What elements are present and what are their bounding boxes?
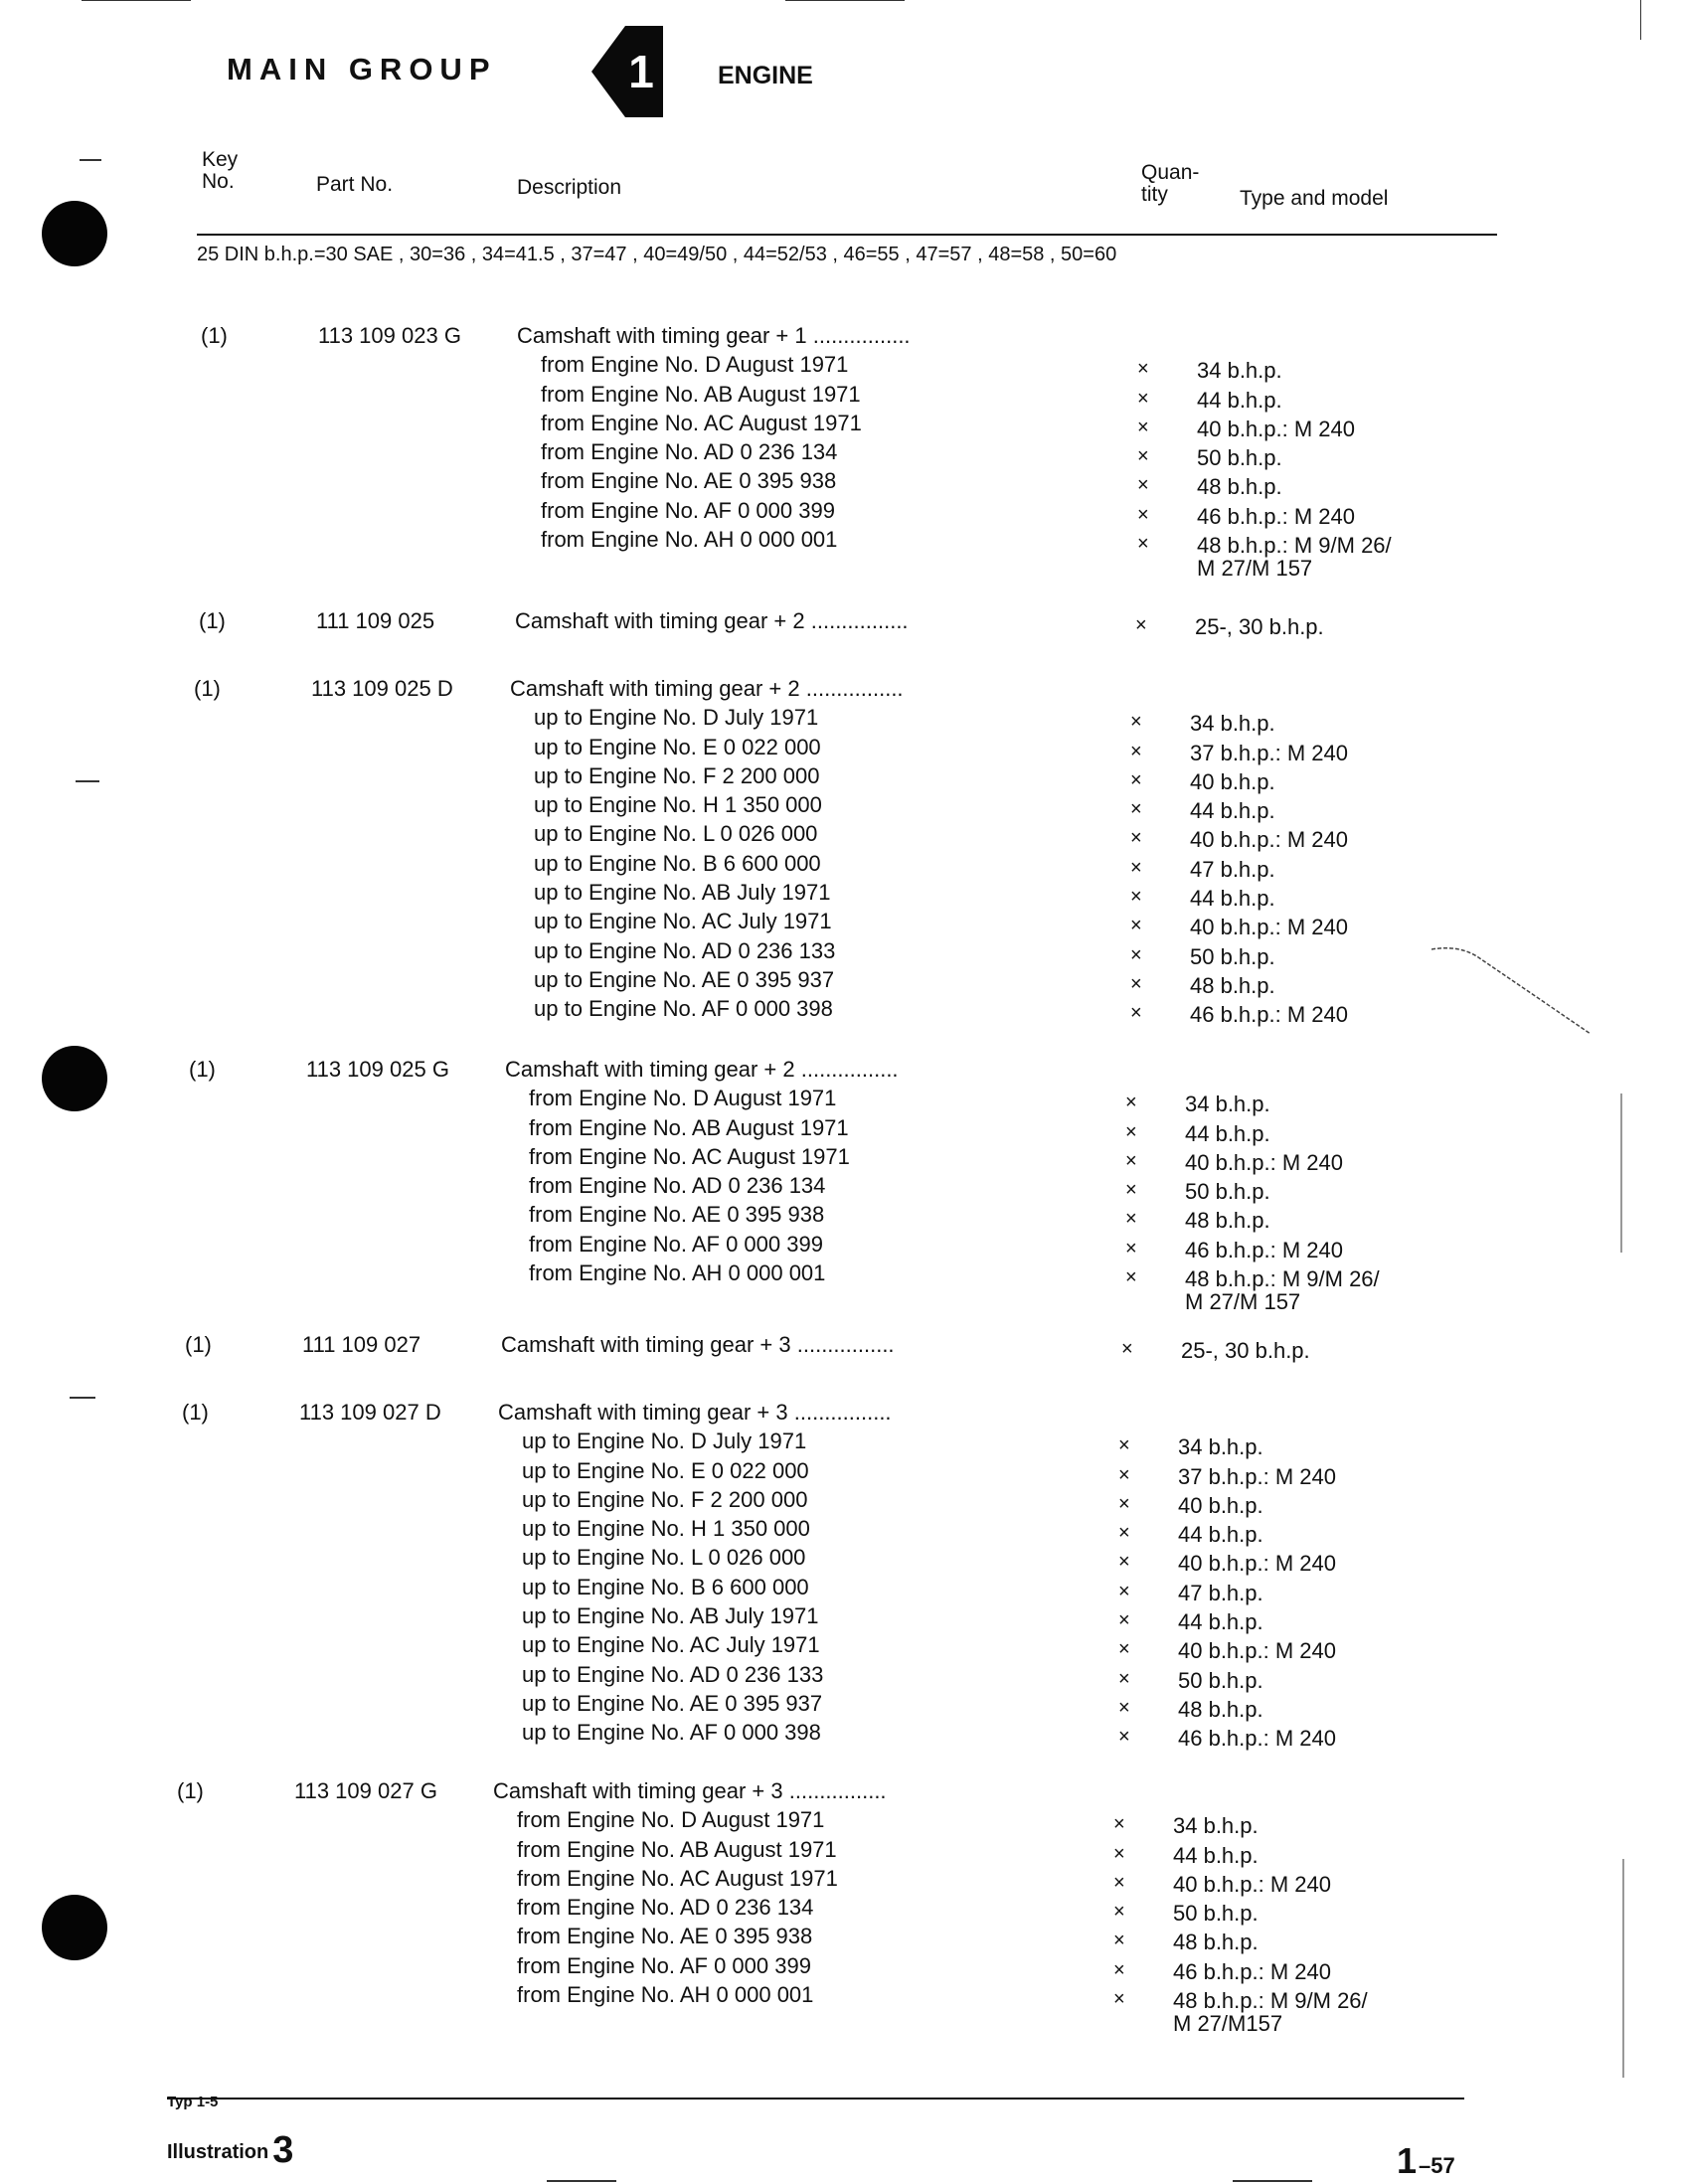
engine-range-row <box>182 1662 1682 1691</box>
engine-range: up to Engine No. AB July 1971 <box>534 880 831 906</box>
type-model: 37 b.h.p.: M 240 <box>1190 740 1348 765</box>
binder-hole <box>42 1046 107 1111</box>
type-model: 40 b.h.p.: M 240 <box>1178 1638 1336 1664</box>
quantity-mark: × <box>1130 768 1142 791</box>
quantity-mark: × <box>1125 1120 1137 1143</box>
quantity-mark: × <box>1125 1092 1137 1114</box>
type-model: 40 b.h.p.: M 240 <box>1190 827 1348 853</box>
quantity-mark: × <box>1137 445 1149 468</box>
type-model: 48 b.h.p. <box>1197 474 1282 500</box>
part-description: Camshaft with timing gear + 3 ................ <box>501 1332 895 1357</box>
engine-range: from Engine No. D August 1971 <box>517 1807 825 1833</box>
quantity-mark: × <box>1137 474 1149 497</box>
engine-range: up to Engine No. E 0 022 000 <box>534 734 821 759</box>
part-description: Camshaft with timing gear + 2 ................ <box>515 608 909 633</box>
quantity-mark: × <box>1113 1988 1125 2011</box>
part-description: Camshaft with timing gear + 2 ................ <box>505 1057 899 1082</box>
part-number: 113 109 027 D <box>299 1400 441 1425</box>
key-number: (1) <box>177 1778 204 1803</box>
engine-range: from Engine No. AH 0 000 001 <box>529 1260 826 1286</box>
quantity-mark: × <box>1125 1266 1137 1289</box>
engine-range: up to Engine No. E 0 022 000 <box>522 1457 809 1483</box>
engine-range: up to Engine No. AE 0 395 937 <box>534 966 835 992</box>
quantity-mark: × <box>1130 827 1142 850</box>
engine-range-row <box>182 1575 1682 1603</box>
type-model: 37 b.h.p.: M 240 <box>1178 1463 1336 1489</box>
type-model: 48 b.h.p.: M 9/M 26/ <box>1185 1266 1380 1292</box>
part-entry <box>201 323 1682 586</box>
type-model: 44 b.h.p. <box>1178 1522 1263 1548</box>
scan-mark <box>80 159 101 161</box>
part-entry <box>177 1778 1682 2041</box>
quantity-mark: × <box>1137 358 1149 381</box>
quantity-mark: × <box>1113 1871 1125 1894</box>
type-model: 40 b.h.p.: M 240 <box>1178 1551 1336 1577</box>
engine-range-row <box>189 1086 1682 1117</box>
engine-range: from Engine No. AH 0 000 001 <box>517 1982 814 2008</box>
part-entry <box>185 1332 1682 1361</box>
part-row <box>177 1778 1682 1807</box>
engine-range: from Engine No. AH 0 000 001 <box>541 527 838 553</box>
type-model: 48 b.h.p. <box>1173 1930 1259 1955</box>
engine-range: from Engine No. AB August 1971 <box>517 1836 837 1862</box>
type-model: 47 b.h.p. <box>1190 856 1275 882</box>
quantity-mark: × <box>1118 1463 1130 1486</box>
quantity-mark: × <box>1137 533 1149 556</box>
quantity-mark: × <box>1125 1149 1137 1172</box>
type-model: 44 b.h.p. <box>1190 798 1275 824</box>
engine-range-row <box>177 1807 1682 1839</box>
part-number: 111 109 025 <box>316 608 435 633</box>
engine-range: up to Engine No. AC July 1971 <box>534 909 832 934</box>
type-model: 40 b.h.p.: M 240 <box>1185 1149 1343 1175</box>
engine-range: from Engine No. AB August 1971 <box>529 1114 849 1140</box>
engine-range-row <box>177 1866 1682 1895</box>
type-model-continuation: M 27/M 157 <box>1185 1289 1301 1315</box>
engine-range-row <box>182 1603 1682 1635</box>
part-row <box>185 1332 1682 1361</box>
type-model: 48 b.h.p.: M 9/M 26/ <box>1197 533 1392 559</box>
engine-range: up to Engine No. H 1 350 000 <box>522 1516 810 1542</box>
part-number: 111 109 027 <box>302 1332 421 1357</box>
scan-mark <box>1620 1093 1622 1253</box>
quantity-mark: × <box>1130 711 1142 734</box>
column-part-no: Part No. <box>316 173 394 196</box>
scan-stroke <box>1431 944 1610 1044</box>
engine-range: up to Engine No. L 0 026 000 <box>534 821 818 847</box>
engine-range: up to Engine No. D July 1971 <box>522 1428 807 1454</box>
part-entry <box>182 1400 1682 1750</box>
engine-range: from Engine No. AE 0 395 938 <box>517 1924 813 1949</box>
engine-range: up to Engine No. B 6 600 000 <box>522 1574 809 1599</box>
part-description: Camshaft with timing gear + 3 ................ <box>498 1400 892 1425</box>
engine-range-row <box>182 1720 1682 1752</box>
engine-range: up to Engine No. AD 0 236 133 <box>534 937 836 963</box>
quantity-mark: × <box>1130 972 1142 995</box>
quantity-mark: × <box>1125 1237 1137 1260</box>
column-description: Description <box>517 176 622 199</box>
engine-range: from Engine No. AD 0 236 134 <box>517 1895 814 1921</box>
scan-mark <box>82 0 191 1</box>
engine-range: from Engine No. AB August 1971 <box>541 381 861 407</box>
type-model-continuation-row <box>189 1289 1682 1318</box>
part-row <box>182 1400 1682 1428</box>
quantity-mark: × <box>1118 1522 1130 1545</box>
quantity-mark: × <box>1137 503 1149 526</box>
part-row <box>201 323 1682 352</box>
type-model: 34 b.h.p. <box>1178 1434 1263 1460</box>
type-model: 40 b.h.p.: M 240 <box>1190 915 1348 940</box>
type-model: 46 b.h.p.: M 240 <box>1190 1002 1348 1028</box>
column-type-model: Type and model <box>1240 187 1389 210</box>
illustration-label: Illustration <box>167 2141 269 2163</box>
engine-range: up to Engine No. AF 0 000 398 <box>522 1720 821 1746</box>
quantity-mark: × <box>1113 1842 1125 1865</box>
engine-range-row <box>182 1516 1682 1548</box>
engine-range: up to Engine No. AB July 1971 <box>522 1603 819 1629</box>
quantity-mark: × <box>1130 856 1142 879</box>
type-model-continuation-row <box>201 556 1682 585</box>
engine-range-row <box>201 527 1682 559</box>
engine-range: up to Engine No. L 0 026 000 <box>522 1545 806 1571</box>
engine-range: from Engine No. AE 0 395 938 <box>541 468 837 494</box>
engine-range: from Engine No. D August 1971 <box>529 1086 837 1111</box>
part-number: 113 109 023 G <box>318 323 461 348</box>
type-model: 34 b.h.p. <box>1185 1092 1270 1117</box>
scan-mark <box>547 2180 616 2182</box>
group-number: 1 <box>628 46 654 97</box>
quantity-mark: × <box>1125 1179 1137 1202</box>
type-model: 50 b.h.p. <box>1197 445 1282 471</box>
quantity-mark: × <box>1137 387 1149 410</box>
engine-range: from Engine No. AC August 1971 <box>541 410 862 435</box>
quantity-mark: × <box>1130 943 1142 966</box>
engine-range-row <box>177 1895 1682 1927</box>
engine-range-row <box>201 352 1682 384</box>
type-model: 50 b.h.p. <box>1185 1179 1270 1205</box>
binder-hole <box>42 1895 107 1960</box>
type-model: 44 b.h.p. <box>1173 1842 1259 1868</box>
engine-range-row <box>177 1982 1682 2014</box>
quantity-mark: × <box>1137 416 1149 438</box>
scan-mark <box>1233 2180 1312 2182</box>
key-number: (1) <box>201 323 228 348</box>
engine-range: up to Engine No. AD 0 236 133 <box>522 1661 824 1687</box>
part-number: 113 109 027 G <box>294 1778 437 1803</box>
type-model: 50 b.h.p. <box>1190 943 1275 969</box>
group-number-badge <box>582 22 665 121</box>
quantity-mark: × <box>1113 1930 1125 1952</box>
type-model: 50 b.h.p. <box>1173 1901 1259 1927</box>
engine-range-row <box>189 1144 1682 1173</box>
part-row <box>199 608 1682 637</box>
type-model: 44 b.h.p. <box>1197 387 1282 413</box>
key-number: (1) <box>189 1057 216 1082</box>
type-model: 44 b.h.p. <box>1190 886 1275 912</box>
engine-range: from Engine No. AE 0 395 938 <box>529 1202 825 1228</box>
engine-range-row <box>182 1632 1682 1664</box>
engine-range: up to Engine No. H 1 350 000 <box>534 792 822 818</box>
engine-range-row <box>194 705 1682 737</box>
engine-range: from Engine No. AC August 1971 <box>529 1143 850 1169</box>
page-number <box>1397 2140 1455 2182</box>
engine-range-row <box>194 880 1682 912</box>
scan-mark <box>1622 1859 1624 2078</box>
engine-range-row <box>189 1202 1682 1234</box>
part-entry <box>199 608 1682 637</box>
quantity-mark: × <box>1118 1551 1130 1574</box>
type-model-continuation-row <box>177 2011 1682 2040</box>
engine-range: up to Engine No. AF 0 000 398 <box>534 996 833 1022</box>
engine-range-row <box>177 1953 1682 1982</box>
engine-range: up to Engine No. AE 0 395 937 <box>522 1690 823 1716</box>
engine-range: up to Engine No. F 2 200 000 <box>534 762 820 788</box>
quantity-mark: × <box>1118 1638 1130 1661</box>
quantity-mark: × <box>1118 1609 1130 1632</box>
quantity-mark: × <box>1130 798 1142 821</box>
scan-mark <box>70 1397 95 1399</box>
engine-range-row <box>189 1115 1682 1144</box>
quantity-mark: × <box>1118 1492 1130 1515</box>
type-model: 40 b.h.p.: M 240 <box>1173 1871 1331 1897</box>
engine-range: up to Engine No. D July 1971 <box>534 705 819 731</box>
part-entry <box>189 1057 1682 1319</box>
type-model: 48 b.h.p.: M 9/M 26/ <box>1173 1988 1368 2014</box>
quantity-mark: × <box>1130 740 1142 762</box>
type-model: 40 b.h.p. <box>1178 1492 1263 1518</box>
quantity-mark: × <box>1118 1580 1130 1602</box>
binder-hole <box>42 201 107 266</box>
engine-range-row <box>201 468 1682 500</box>
header-divider <box>197 234 1497 236</box>
quantity-mark: × <box>1130 1002 1142 1025</box>
quantity-mark: × <box>1135 614 1147 636</box>
quantity-mark: × <box>1125 1208 1137 1231</box>
column-key-no: Key No. <box>202 148 239 193</box>
engine-range-row <box>177 1924 1682 1955</box>
type-model: 48 b.h.p. <box>1185 1208 1270 1234</box>
type-model: 46 b.h.p.: M 240 <box>1197 503 1355 529</box>
engine-range-row <box>182 1428 1682 1460</box>
type-model: 34 b.h.p. <box>1190 711 1275 737</box>
page-number-sub: –57 <box>1419 2153 1455 2178</box>
quantity-mark: × <box>1130 886 1142 909</box>
type-model: 50 b.h.p. <box>1178 1667 1263 1693</box>
key-number: (1) <box>182 1400 209 1425</box>
key-number: (1) <box>185 1332 212 1357</box>
engine-range: from Engine No. AD 0 236 134 <box>541 439 838 465</box>
engine-range: from Engine No. AF 0 000 399 <box>517 1952 811 1978</box>
scan-mark <box>1640 0 1641 40</box>
engine-range-row <box>177 1837 1682 1866</box>
footer-divider <box>167 2098 1464 2100</box>
illustration-reference <box>167 2129 293 2172</box>
engine-range-row <box>201 382 1682 411</box>
type-model: 48 b.h.p. <box>1178 1696 1263 1722</box>
column-quantity: Quan- tity <box>1141 161 1200 206</box>
illustration-number: 3 <box>272 2129 294 2171</box>
part-row <box>194 676 1682 705</box>
engine-range-row <box>201 411 1682 439</box>
quantity-mark: × <box>1118 1667 1130 1690</box>
type-model: 44 b.h.p. <box>1185 1120 1270 1146</box>
engine-range-row <box>189 1232 1682 1260</box>
engine-range-row <box>182 1458 1682 1487</box>
part-description: Camshaft with timing gear + 2 ................ <box>510 676 904 701</box>
type-model-continuation: M 27/M 157 <box>1197 556 1313 582</box>
engine-range: from Engine No. AF 0 000 399 <box>541 497 835 523</box>
main-group-heading: MAIN GROUP <box>227 52 497 86</box>
scan-mark <box>76 780 99 782</box>
engine-range-row <box>201 439 1682 471</box>
engine-range-row <box>194 735 1682 763</box>
part-number: 113 109 025 G <box>306 1057 449 1082</box>
quantity-mark: × <box>1113 1813 1125 1836</box>
type-model: 40 b.h.p. <box>1190 768 1275 794</box>
key-number: (1) <box>194 676 221 701</box>
type-note: Typ 1-5 <box>167 2094 219 2110</box>
type-model: 40 b.h.p.: M 240 <box>1197 416 1355 441</box>
engine-range-row <box>194 821 1682 853</box>
engine-range-row <box>189 1260 1682 1292</box>
key-number: (1) <box>199 608 226 633</box>
engine-range: from Engine No. AF 0 000 399 <box>529 1231 823 1257</box>
quantity-mark: × <box>1130 915 1142 937</box>
engine-range-row <box>201 498 1682 527</box>
engine-range: from Engine No. D August 1971 <box>541 352 849 378</box>
type-model: 47 b.h.p. <box>1178 1580 1263 1605</box>
engine-range-row <box>182 1545 1682 1577</box>
type-model: 34 b.h.p. <box>1197 358 1282 384</box>
type-model: 44 b.h.p. <box>1178 1609 1263 1635</box>
type-model: 46 b.h.p.: M 240 <box>1185 1237 1343 1262</box>
quantity-mark: × <box>1121 1338 1133 1360</box>
engine-range-row <box>182 1691 1682 1720</box>
quantity-mark: × <box>1118 1726 1130 1749</box>
part-number: 113 109 025 D <box>311 676 453 701</box>
engine-range-row <box>194 909 1682 940</box>
quantity-mark: × <box>1113 1901 1125 1924</box>
scan-mark <box>785 0 905 1</box>
type-model: 46 b.h.p.: M 240 <box>1173 1958 1331 1984</box>
part-description: Camshaft with timing gear + 1 ................ <box>517 323 911 348</box>
part-description: Camshaft with timing gear + 3 ................ <box>493 1778 887 1803</box>
engine-range-row <box>189 1173 1682 1205</box>
part-row <box>189 1057 1682 1086</box>
type-model: 48 b.h.p. <box>1190 972 1275 998</box>
engine-range: from Engine No. AC August 1971 <box>517 1865 838 1891</box>
type-model: 34 b.h.p. <box>1173 1813 1259 1839</box>
engine-range-row <box>194 851 1682 880</box>
engine-range: from Engine No. AD 0 236 134 <box>529 1173 826 1199</box>
engine-range-row <box>194 792 1682 824</box>
engine-range: up to Engine No. B 6 600 000 <box>534 850 821 876</box>
group-title: ENGINE <box>718 62 813 89</box>
hp-conversion-note: 25 DIN b.h.p.=30 SAE , 30=36 , 34=41.5 , 37=47 , 40=49/50 , 44=52/53 , 46=55 , 47=57 , 48=58 , 50=60 <box>197 244 1117 265</box>
type-model-continuation: M 27/M157 <box>1173 2011 1283 2037</box>
engine-range-row <box>194 763 1682 792</box>
type-model: 25-, 30 b.h.p. <box>1181 1338 1310 1363</box>
quantity-mark: × <box>1113 1958 1125 1981</box>
page-number-main: 1 <box>1397 2140 1418 2181</box>
engine-range-row <box>182 1487 1682 1516</box>
type-model: 25-, 30 b.h.p. <box>1195 614 1324 639</box>
engine-range: up to Engine No. F 2 200 000 <box>522 1486 808 1512</box>
quantity-mark: × <box>1118 1434 1130 1457</box>
type-model: 46 b.h.p.: M 240 <box>1178 1726 1336 1752</box>
engine-range: up to Engine No. AC July 1971 <box>522 1632 820 1658</box>
quantity-mark: × <box>1118 1696 1130 1719</box>
